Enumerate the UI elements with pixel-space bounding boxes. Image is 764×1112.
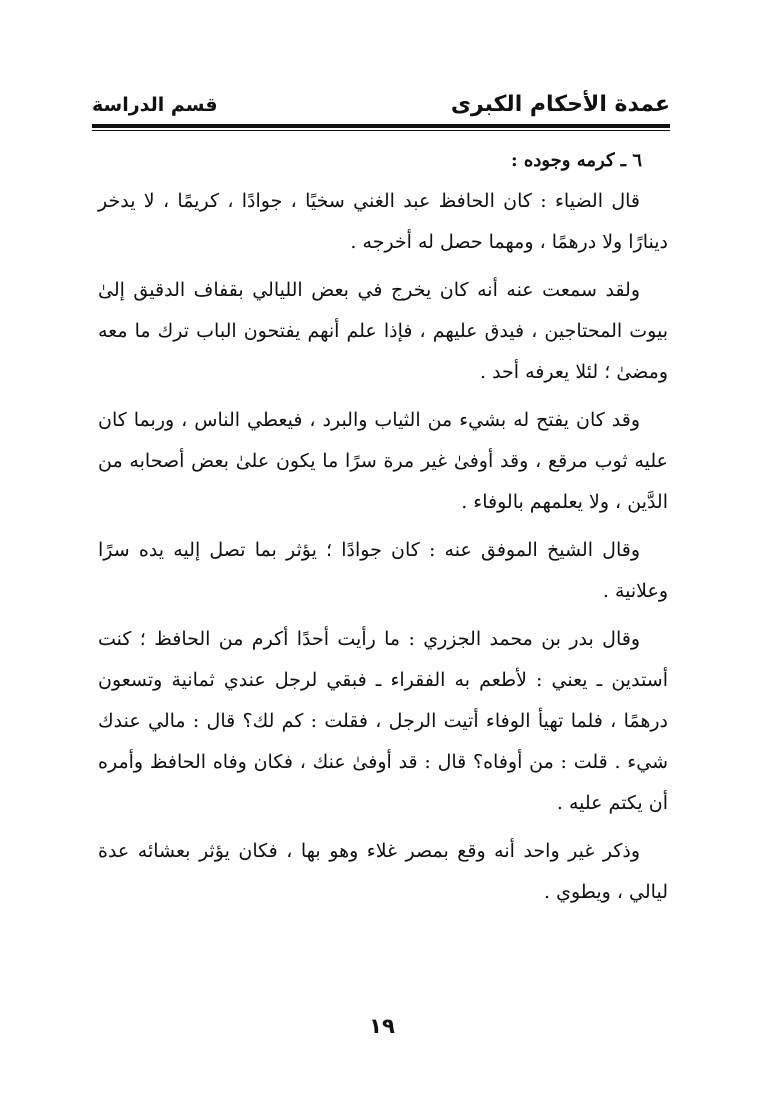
- header-rule-thin: [92, 130, 670, 131]
- running-header: [92, 86, 670, 126]
- header-rule-thick: [92, 124, 670, 128]
- paragraph: ولقد سمعت عنه أنه كان يخرج في بعض الليالي بقفاف الدقيق إلىٰ بيوت المحتاجين ، فيدق عليهم ، فإذا علم أنهم يفتحون الباب ترك ما معه ومضىٰ ؛ لئلا يعرفه أحد .: [98, 279, 668, 383]
- section-heading: ٦ ـ كرمه وجوده :: [510, 150, 642, 171]
- paragraph: قال الضياء : كان الحافظ عبد الغني سخيًا ، جوادًا ، كريمًا ، لا يدخر دينارًا ولا درهمًا ، ومهما حصل له أخرجه .: [98, 190, 668, 253]
- book-title: عمدة الأحكام الكبرى: [450, 92, 670, 117]
- section-title: قسم الدراسة: [92, 94, 218, 116]
- paragraph: وقال بدر بن محمد الجزري : ما رأيت أحدًا أكرم من الحافظ ؛ كنت أستدين ـ يعني : لأطعم به الفقراء ـ فبقي لرجل عندي ثمانية وتسعون درهمًا ، فلما تهيأ الوفاء أتيت الرجل ، فقلت : كم لك؟ قال : مالي عندك شيء . قلت : من أوفاه؟ قال : قد أوفىٰ عنك ، فكان وفاه الحافظ وأمره أن يكتم عليه .: [98, 628, 668, 814]
- paragraph: وذكر غير واحد أنه وقع بمصر غلاء وهو بها ، فكان يؤثر بعشائه عدة ليالي ، ويطوي .: [98, 840, 668, 903]
- paragraph: وقال الشيخ الموفق عنه : كان جوادًا ؛ يؤثر بما تصل إليه يده سرًا وعلانية .: [98, 539, 668, 602]
- page-number: ١٩: [369, 1014, 395, 1038]
- page-body: [98, 140, 668, 920]
- paragraph: وقد كان يفتح له بشيء من الثياب والبرد ، فيعطي الناس ، وربما كان عليه ثوب مرقع ، وقد أوفىٰ غير مرة سرًا ما يكون علىٰ بعض أصحابه من الدَّين ، ولا يعلمهم بالوفاء .: [98, 409, 668, 513]
